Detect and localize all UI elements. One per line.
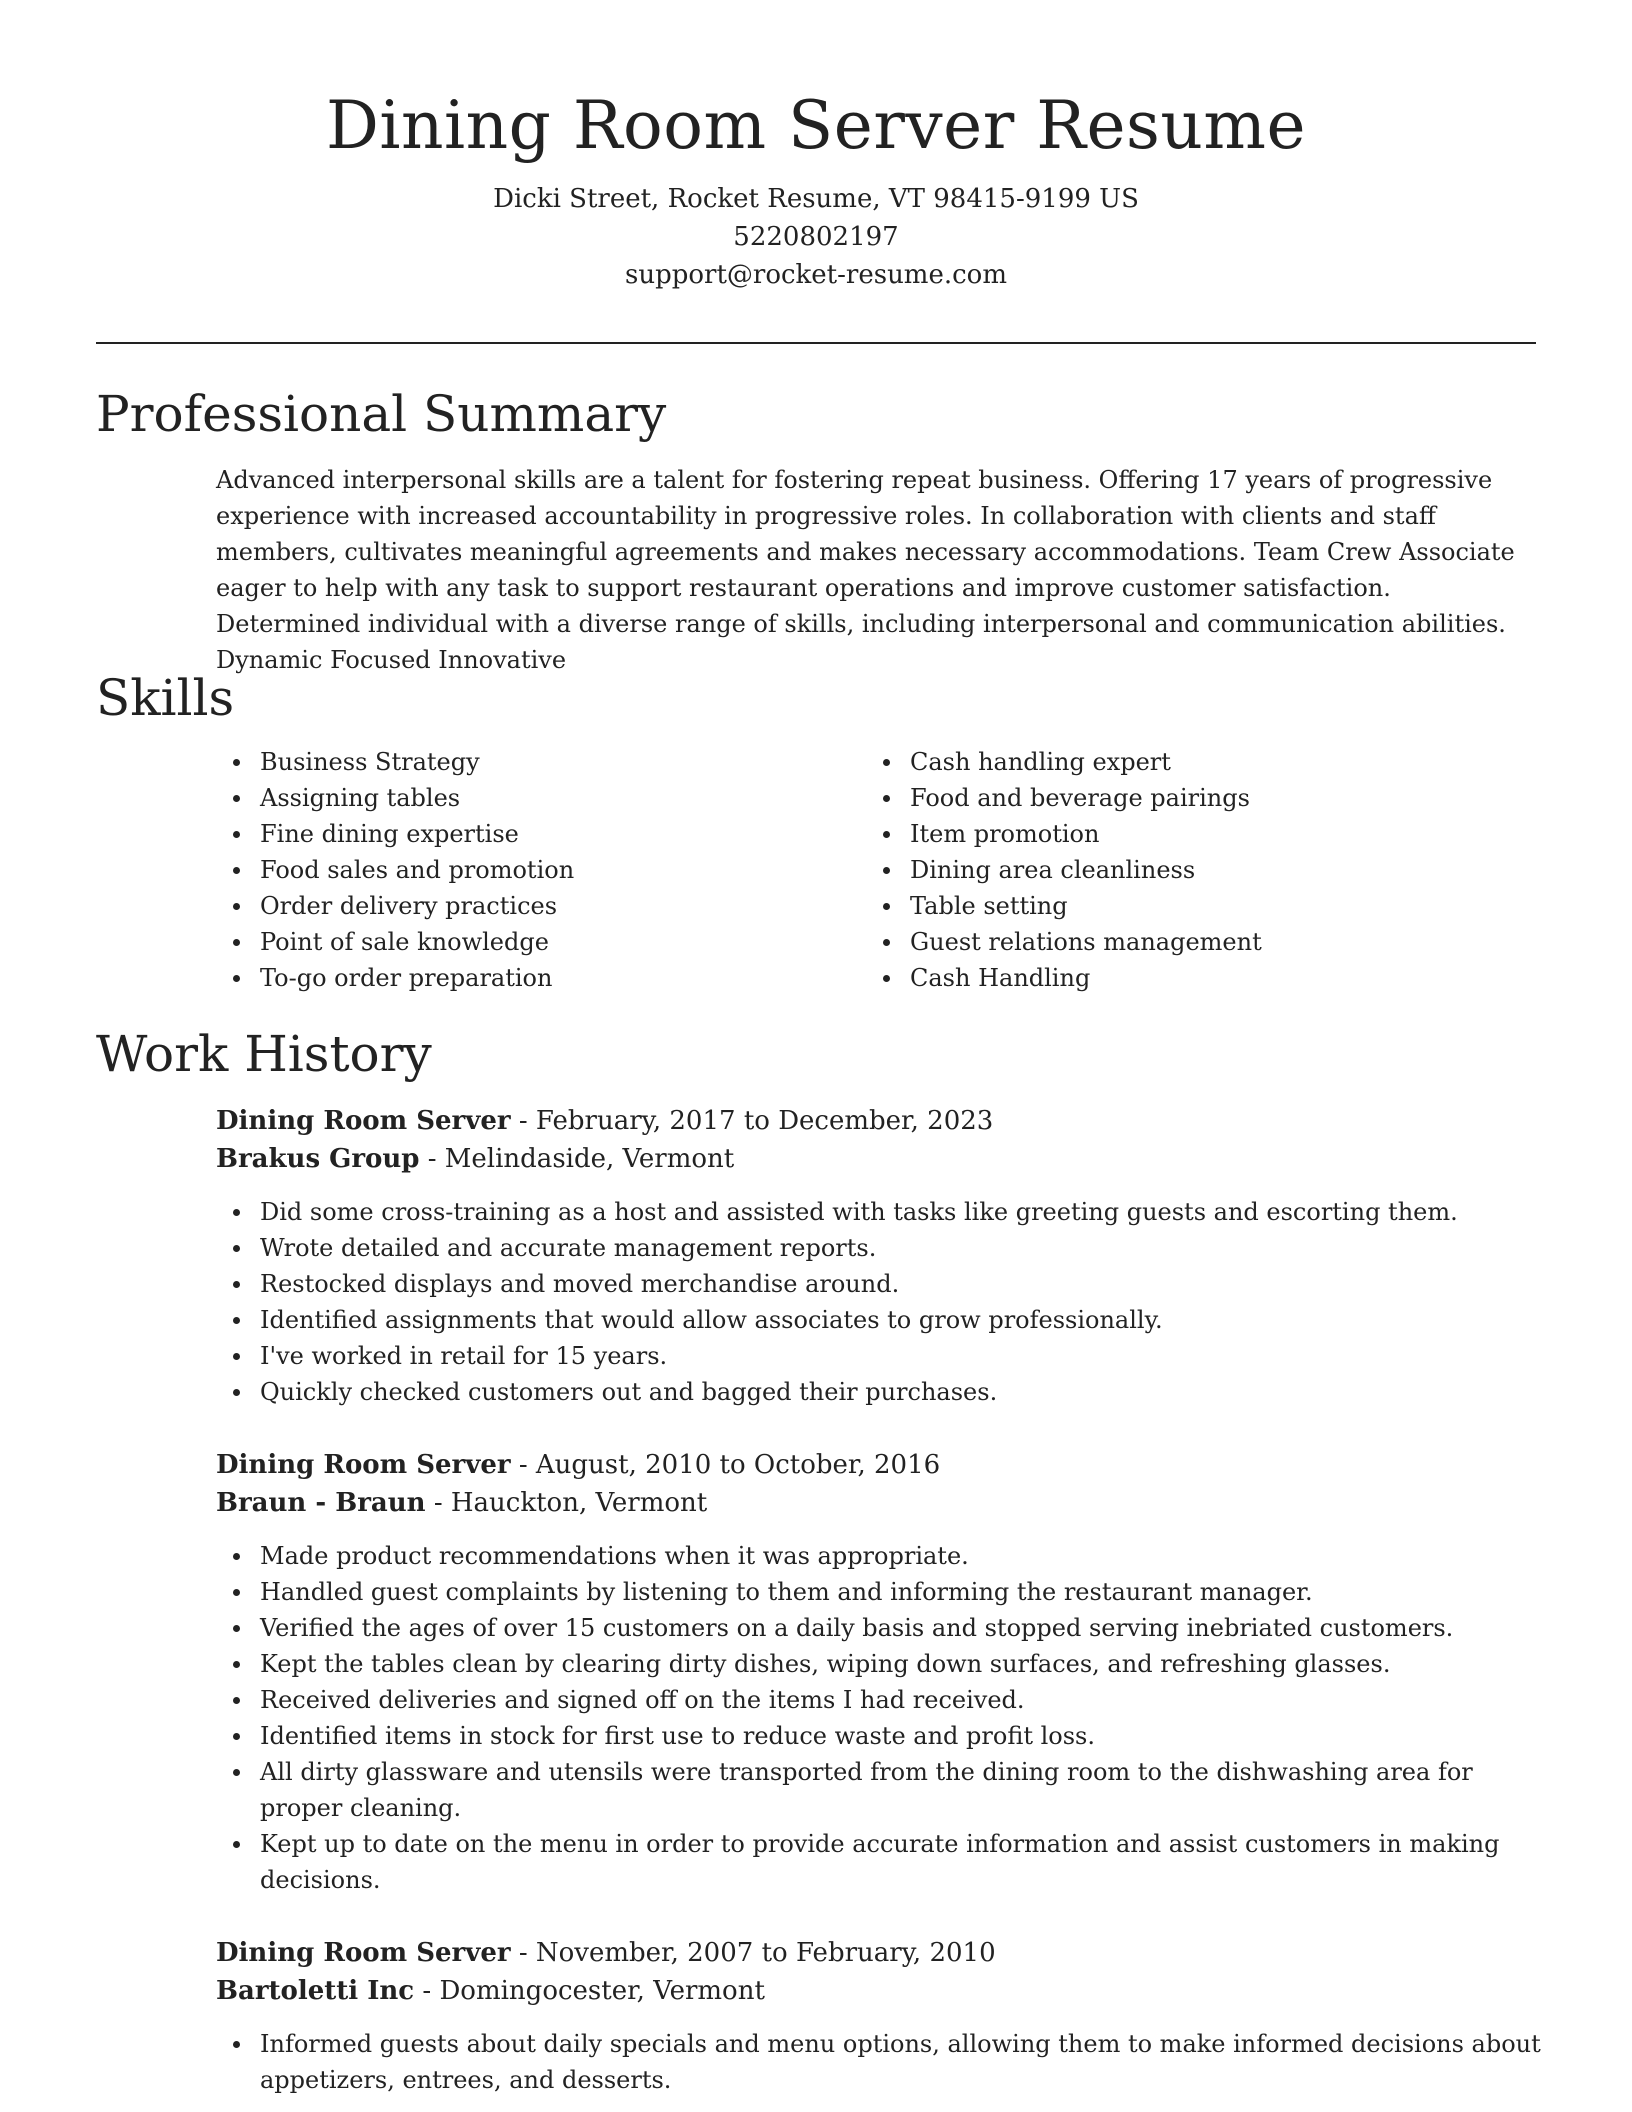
- job-company-line: [216, 1972, 1546, 2010]
- summary-heading: Professional Summary: [96, 385, 667, 443]
- duty-item: Quickly checked customers out and bagged their purchases.: [216, 1374, 1546, 1410]
- duty-item: Identified assignments that would allow associates to grow professionally.: [216, 1302, 1546, 1338]
- job-dates: - February, 2017 to December, 2023: [510, 1106, 994, 1136]
- skill-item: To-go order preparation: [216, 960, 866, 996]
- job-location: - Hauckton, Vermont: [425, 1488, 708, 1518]
- duty-item: Informed guests about daily specials and menu options, allowing them to make informed decisions about appetizers, entrees, and desserts.: [216, 2026, 1546, 2098]
- skill-item: Item promotion: [866, 816, 1516, 852]
- skills-column-left: [216, 744, 866, 996]
- duty-item: Made product recommendations when it was appropriate.: [216, 1538, 1546, 1574]
- skill-item: Food sales and promotion: [216, 852, 866, 888]
- resume-header: [0, 0, 1632, 294]
- skills-column-right: [866, 744, 1516, 996]
- work-history-heading: Work History: [96, 1025, 432, 1083]
- header-divider: [96, 342, 1536, 344]
- duty-item: Did some cross-training as a host and assisted with tasks like greeting guests and escorting them.: [216, 1194, 1546, 1230]
- duty-item: Identified items in stock for first use to reduce waste and profit loss.: [216, 1718, 1546, 1754]
- job-company: Brakus Group: [216, 1144, 420, 1174]
- duty-item: Kept the tables clean by clearing dirty dishes, wiping down surfaces, and refreshing glasses.: [216, 1646, 1546, 1682]
- job-company: Braun - Braun: [216, 1488, 426, 1518]
- phone: 5220802197: [733, 222, 899, 252]
- job-duties: [216, 1194, 1546, 1410]
- summary-text: Advanced interpersonal skills are a talent for fostering repeat business. Offering 17 years of progressive experience with increased accountability in progressive roles. In collaboration with clients and staff members, cultivates meaningful agreements and makes necessary accommodations. Team Crew Associate eager to help with any task to support restaurant operations and improve customer satisfaction. Determined individual with a diverse range of skills, including interpersonal and communication abilities. Dynamic Focused Innovative: [216, 466, 1515, 674]
- job-title-line: [216, 1446, 1546, 1484]
- skill-item: Food and beverage pairings: [866, 780, 1516, 816]
- skills-heading: Skills: [96, 669, 235, 727]
- duty-item: Restocked displays and moved merchandise around.: [216, 1266, 1546, 1302]
- skill-item: Fine dining expertise: [216, 816, 866, 852]
- job-location: - Domingocester, Vermont: [414, 1976, 765, 2006]
- duty-item: I've worked in retail for 15 years.: [216, 1338, 1546, 1374]
- job-title: Dining Room Server: [216, 1450, 511, 1480]
- job-title: Dining Room Server: [216, 1938, 511, 1968]
- job-title-line: [216, 1934, 1546, 1972]
- job-location: - Melindaside, Vermont: [419, 1144, 735, 1174]
- skill-item: Cash handling expert: [866, 744, 1516, 780]
- address: Dicki Street, Rocket Resume, VT 98415-9199 US: [493, 184, 1139, 214]
- job-title-line: [216, 1102, 1546, 1140]
- skill-item: Order delivery practices: [216, 888, 866, 924]
- skill-item: Point of sale knowledge: [216, 924, 866, 960]
- job-entry: [216, 1446, 1546, 1898]
- job-duties: [216, 2026, 1546, 2098]
- duty-item: All dirty glassware and utensils were transported from the dining room to the dishwashing area for proper cleaning.: [216, 1754, 1546, 1826]
- job-title: Dining Room Server: [216, 1106, 511, 1136]
- skill-item: Cash Handling: [866, 960, 1516, 996]
- job-entry: [216, 1934, 1546, 2098]
- skill-item: Guest relations management: [866, 924, 1516, 960]
- skills-list: [216, 744, 1536, 996]
- email: support@rocket-resume.com: [624, 260, 1007, 290]
- skill-item: Dining area cleanliness: [866, 852, 1516, 888]
- duty-item: Kept up to date on the menu in order to provide accurate information and assist customers in making decisions.: [216, 1826, 1546, 1898]
- job-duties: [216, 1538, 1546, 1898]
- skill-item: Business Strategy: [216, 744, 866, 780]
- duty-item: Handled guest complaints by listening to them and informing the restaurant manager.: [216, 1574, 1546, 1610]
- job-company-line: [216, 1140, 1546, 1178]
- contact-info: [0, 180, 1632, 294]
- job-entry: [216, 1102, 1546, 1410]
- skill-item: Assigning tables: [216, 780, 866, 816]
- skill-item: Table setting: [866, 888, 1516, 924]
- duty-item: Verified the ages of over 15 customers on a daily basis and stopped serving inebriated customers.: [216, 1610, 1546, 1646]
- resume-title: Dining Room Server Resume: [325, 87, 1307, 164]
- duty-item: Wrote detailed and accurate management reports.: [216, 1230, 1546, 1266]
- job-dates: - August, 2010 to October, 2016: [510, 1450, 941, 1480]
- job-dates: - November, 2007 to February, 2010: [510, 1938, 996, 1968]
- job-company-line: [216, 1484, 1546, 1522]
- job-company: Bartoletti Inc: [216, 1976, 415, 2006]
- duty-item: Received deliveries and signed off on the items I had received.: [216, 1682, 1546, 1718]
